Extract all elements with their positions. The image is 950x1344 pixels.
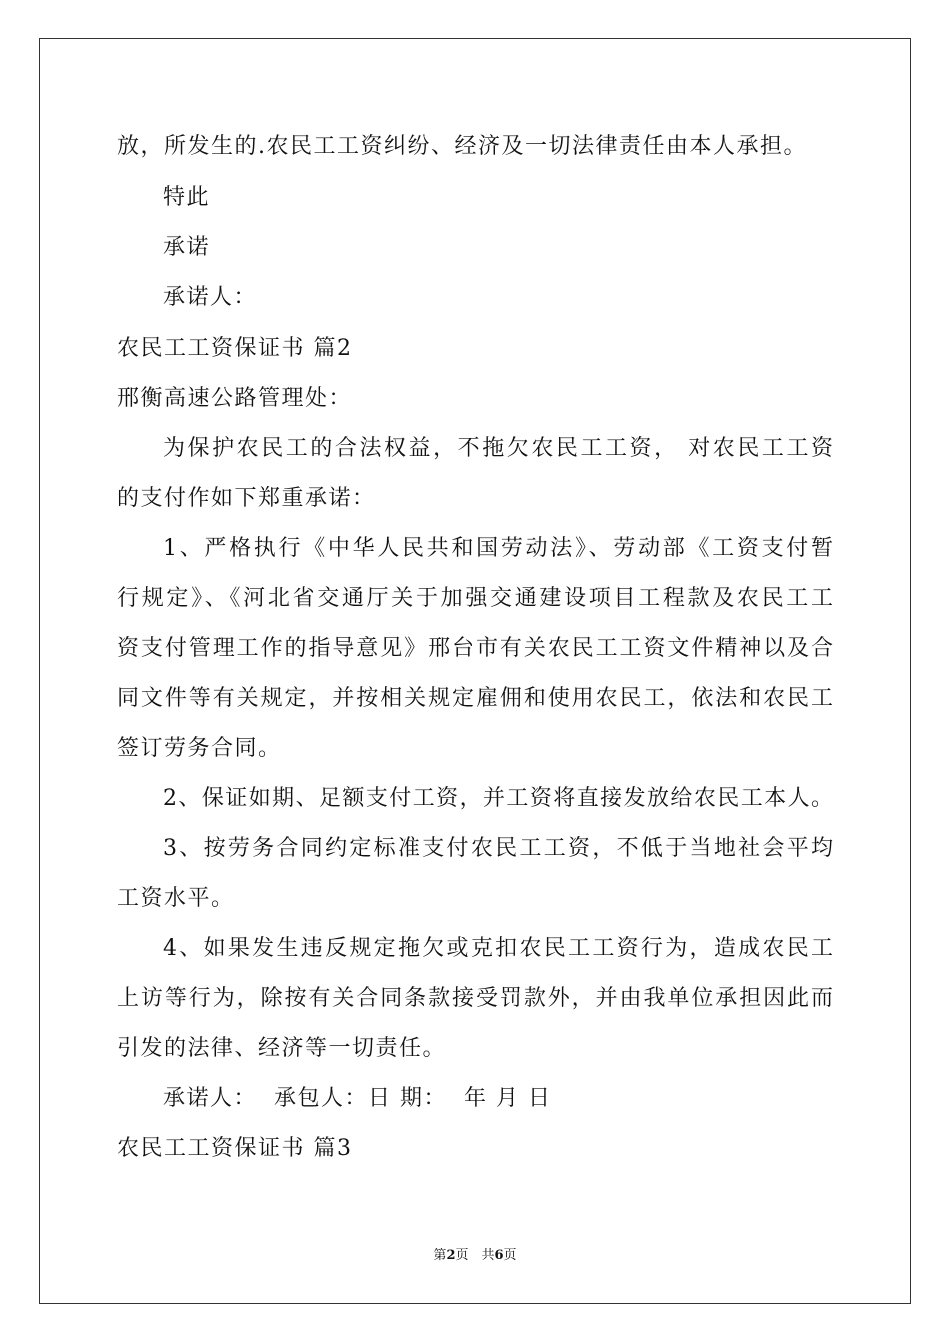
page-number-footer <box>0 1247 950 1265</box>
body-line: 引发的法律、经济等一切责任。 <box>117 1036 447 1061</box>
addressee: 邢衡高速公路管理处： <box>117 386 353 411</box>
body-line: 的支付作如下郑重承诺： <box>117 486 376 511</box>
body-line: 工资水平。 <box>117 886 235 911</box>
body-line: 资支付管理工作的指导意见》邢台市有关农民工工资文件精神以及合 <box>117 636 833 661</box>
page-border <box>39 38 911 1304</box>
body-line: 4、如果发生违反规定拖欠或克扣农民工工资行为，造成农民工 <box>163 936 833 961</box>
footer-prefix: 第 <box>433 1248 447 1263</box>
current-page-number: 2 <box>446 1248 456 1263</box>
body-line: 同文件等有关规定，并按相关规定雇佣和使用农民工，依法和农民工 <box>117 686 833 711</box>
section-heading: 农民工工资保证书 篇3 <box>117 1136 353 1161</box>
footer-suffix: 页 <box>503 1248 517 1263</box>
body-line: 上访等行为，除按有关合同条款接受罚款外，并由我单位承担因此而 <box>117 986 833 1011</box>
body-line: 签订劳务合同。 <box>117 736 282 761</box>
body-line: 承诺 <box>163 235 211 260</box>
footer-middle: 页 共 <box>455 1248 495 1263</box>
body-line: 特此 <box>163 185 211 210</box>
signature-line: 承诺人： 承包人：日 期： 年 月 日 <box>163 1086 552 1111</box>
body-line: 为保护农民工的合法权益，不拖欠农民工工资， 对农民工工资 <box>163 436 833 461</box>
body-line: 放，所发生的.农民工工资纠纷、经济及一切法律责任由本人承担。 <box>117 134 807 159</box>
body-line: 承诺人： <box>163 285 258 310</box>
body-line: 3、按劳务合同约定标准支付农民工工资，不低于当地社会平均 <box>163 836 833 861</box>
body-line: 行规定》、《河北省交通厅关于加强交通建设项目工程款及农民工工 <box>117 586 833 611</box>
body-line: 2、保证如期、足额支付工资，并工资将直接发放给农民工本人。 <box>163 786 833 811</box>
body-line: 1、严格执行《中华人民共和国劳动法》、劳动部《工资支付暂 <box>163 536 833 561</box>
section-heading: 农民工工资保证书 篇2 <box>117 336 353 361</box>
total-page-number: 6 <box>494 1248 504 1263</box>
